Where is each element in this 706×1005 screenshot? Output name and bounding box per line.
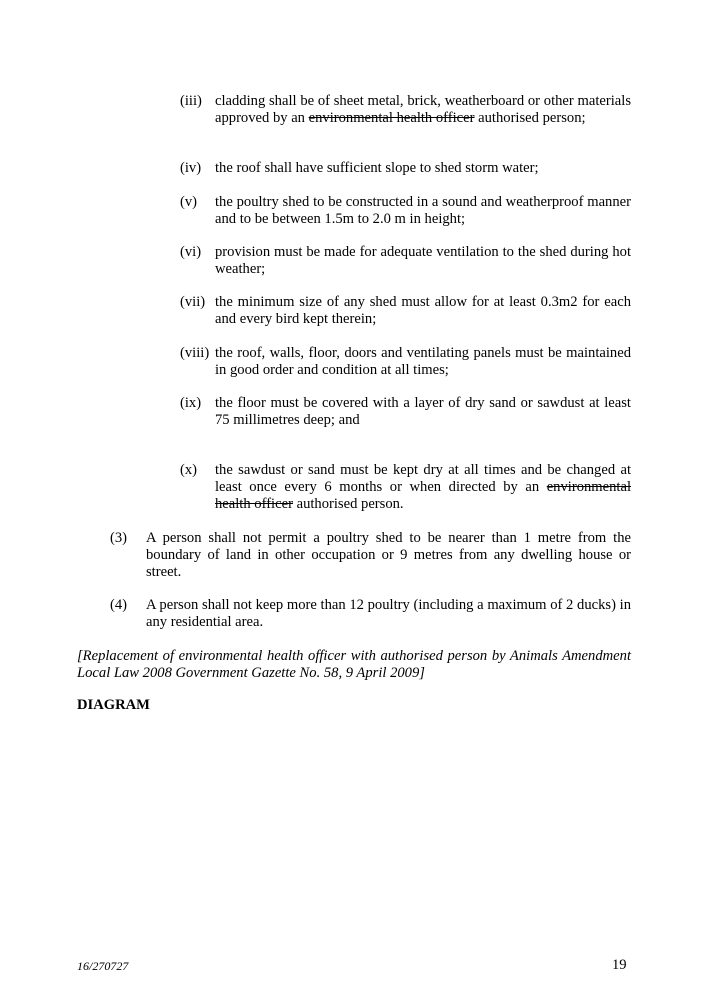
clause-3 bbox=[110, 530, 631, 581]
sub-item-number: (iv) bbox=[180, 160, 202, 176]
sub-item-text: the floor must be covered with a layer of dry sand or sawdust at least 75 millimetres deep; and bbox=[215, 395, 631, 428]
struck-text: environmental health officer bbox=[215, 479, 631, 512]
sub-item-number: (x) bbox=[180, 462, 198, 478]
sub-item-vi bbox=[180, 244, 631, 278]
sub-item-number: (viii) bbox=[180, 345, 210, 361]
sub-item-text: the poultry shed to be constructed in a sound and weatherproof manner and to be between 1.5m to 2.0 m in height; bbox=[215, 194, 631, 227]
struck-text: environmental health officer bbox=[308, 110, 475, 126]
page-number: 19 bbox=[612, 957, 627, 973]
sub-item-number: (v) bbox=[180, 194, 198, 210]
sub-item-text: cladding shall be of sheet metal, brick, weatherboard or other materials approved by an environmental health officer authorised person; bbox=[215, 93, 631, 126]
sub-item-number: (ix) bbox=[180, 395, 202, 411]
sub-item-iv bbox=[180, 160, 631, 177]
amendment-note: [Replacement of environmental health officer with authorised person by Animals Amendment Local Law 2008 Government Gazette No. 58, 9 April 2009] bbox=[77, 648, 631, 681]
sub-item-number: (vii) bbox=[180, 294, 206, 310]
sub-item-viii bbox=[180, 345, 631, 379]
sub-item-iii bbox=[180, 93, 631, 127]
sub-item-text: the roof, walls, floor, doors and ventilating panels must be maintained in good order and condition at all times; bbox=[215, 345, 631, 378]
clause-number: (4) bbox=[110, 597, 128, 613]
sub-item-number: (vi) bbox=[180, 244, 202, 260]
document-reference: 16/270727 bbox=[77, 959, 129, 973]
sub-item-text: the sawdust or sand must be kept dry at all times and be changed at least once every 6 months or when directed by an environmental health officer authorised person. bbox=[215, 462, 631, 512]
sub-item-text: the roof shall have sufficient slope to shed storm water; bbox=[215, 160, 539, 176]
sub-item-x bbox=[180, 462, 631, 513]
section-heading: DIAGRAM bbox=[77, 697, 150, 713]
sub-item-text: provision must be made for adequate ventilation to the shed during hot weather; bbox=[215, 244, 631, 277]
clause-number: (3) bbox=[110, 530, 128, 546]
clause-text: A person shall not keep more than 12 poultry (including a maximum of 2 ducks) in any residential area. bbox=[146, 597, 631, 630]
sub-item-number: (iii) bbox=[180, 93, 202, 109]
sub-item-text: the minimum size of any shed must allow for at least 0.3m2 for each and every bird kept therein; bbox=[215, 294, 631, 327]
sub-item-ix bbox=[180, 395, 631, 429]
clause-4 bbox=[110, 597, 631, 631]
sub-item-vii bbox=[180, 294, 631, 328]
clause-text: A person shall not permit a poultry shed to be nearer than 1 metre from the boundary of land in other occupation or 9 metres from any dwelling house or street. bbox=[146, 530, 631, 580]
sub-item-v bbox=[180, 194, 631, 228]
